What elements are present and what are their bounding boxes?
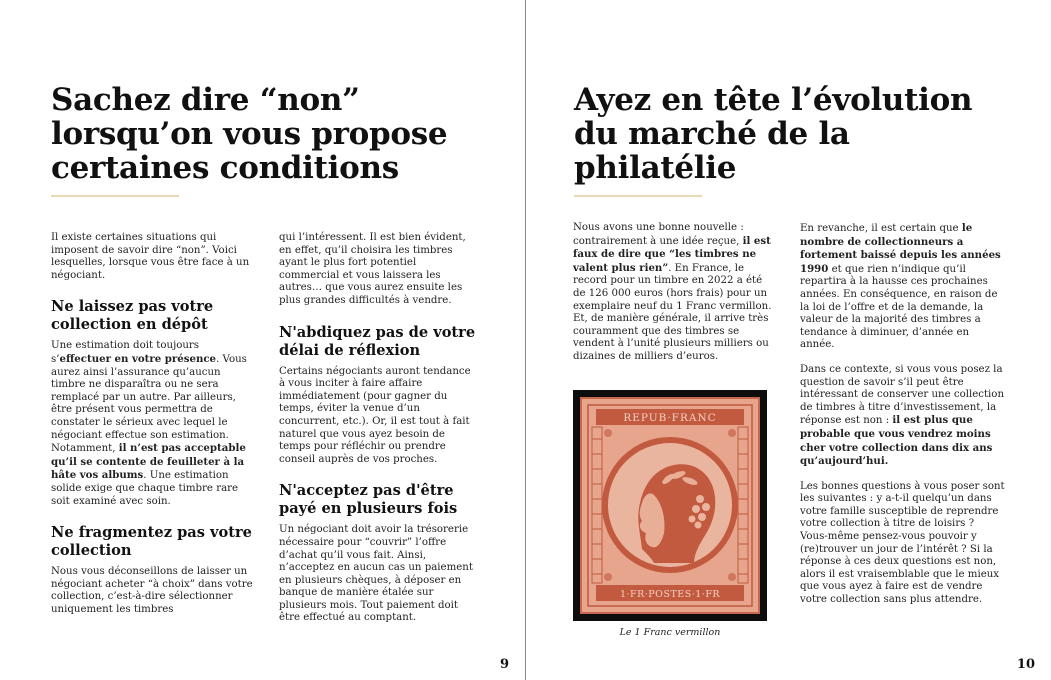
section-heading: Ne fragmentez pas votre collection [51, 524, 252, 560]
body-paragraph: qui l’intéressent. Il est bien évident, en effet, qu’il choisira les timbres ayant le plus fort potentiel commercial et vous laissera les autres… que vous aurez ensuite les plus grandes difficultés à vendre. [279, 232, 466, 306]
title-line: du marché de la [574, 116, 850, 152]
section-heading: N'abdiquez pas de votre délai de réflexion [279, 323, 476, 359]
section-heading: Ne laissez pas votre collection en dépôt [51, 298, 214, 334]
body-paragraph: Nous avons une bonne nouvelle : contrairement à une idée reçue, il est faux de dire que “les timbres ne valent plus rien”. En France, le record pour un timbre en 2022 a été de 126 000 euros (hors frais) pour un exemplaire neuf du 1 Franc vermillon. Et, de manière générale, il arrive très couramment que des timbres se vendent à l’unité plusieurs milliers ou dizaines de milliers d’euros. [573, 222, 772, 362]
right-column-2 [800, 222, 1005, 619]
body-paragraph: Les bonnes questions à vous poser sont les suivantes : y a-t-il quelqu’un dans votre famille susceptible de reprendre votre collection à titre de loisirs ? Vous-même pensez-vous pouvoir y (re)trouver un jour de l’intérêt ? Si la réponse à ces deux questions est non, alors il est vraisemblable que le mieux que vous ayez à faire est de vendre votre collection sans plus attendre. [800, 480, 1005, 606]
title-line: lorsqu’on vous propose [51, 116, 448, 152]
stamp-bottom-text: 1·FR·POSTES·1·FR [619, 589, 721, 600]
title-line: certaines conditions [51, 150, 399, 186]
body-paragraph: Un négociant doit avoir la trésorerie nécessaire pour “couvrir” l’offre d’achat qu’il vous fait. Ainsi, n’acceptez en aucun cas un paiement en plusieurs chèques, à déposer en banque de manière étalée sur plusieurs mois. Tout paiement doit être effectué au comptant. [279, 524, 473, 624]
body-paragraph: Dans ce contexte, si vous vous posez la question de savoir s’il peut être intéressant de conserver une collection de timbres à titre d’investissement, la réponse est non : il est plus que probable que vous vendrez moins cher votre collection dans dix ans qu’aujourd’hui. [800, 363, 1004, 468]
page-title [574, 83, 1034, 185]
page-number: 9 [499, 657, 509, 672]
stamp-caption: Le 1 Franc vermillon [619, 627, 721, 638]
right-column-1 [573, 222, 773, 376]
page-title [51, 83, 511, 185]
stamp [580, 397, 760, 614]
body-paragraph: Nous vous déconseillons de laisser un négociant acheter “à choix” dans votre collection, c’est-à-dire sélectionner uniquement les timbres [51, 566, 253, 615]
stamp-image [573, 390, 767, 621]
left-column-1 [51, 232, 256, 628]
left-column-2 [279, 232, 479, 637]
section-heading: N'acceptez pas d'être payé en plusieurs fois [279, 482, 458, 518]
page-number: 10 [1016, 657, 1035, 672]
stamp-top-text: REPUB·FRANC [623, 412, 717, 424]
title-underline [574, 195, 702, 197]
intro-paragraph: Il existe certaines situations qui imposent de savoir dire “non”. Voici lesquelles, lorsque vous être face à un négociant. [51, 232, 250, 281]
left-page [0, 0, 525, 680]
body-paragraph: Certains négociants auront tendance à vous inciter à faire affaire immédiatement (pour gagner du temps, éviter la venue d’un concurrent, etc.). Or, il est tout à fait naturel que vous ayez besoin de temps pour réfléchir ou prendre conseil auprès de vos proches. [279, 365, 471, 465]
title-underline [51, 195, 179, 197]
body-paragraph: Une estimation doit toujours s’effectuer en votre présence. Vous aurez ainsi l’assurance qu’aucun timbre ne disparaîtra ou ne sera remplacé par un autre. Par ailleurs, être présent vous permettra de constater le sérieux avec lequel le négociant effectue son estimation. Notamment, il n’est pas acceptable qu’il se contente de feuilleter à la hâte vos albums. Une estimation solide exige que chaque timbre rare soit examiné avec soin. [51, 340, 247, 507]
title-line: philatélie [574, 150, 737, 186]
body-paragraph: En revanche, il est certain que le nombre de collectionneurs a fortement baissé depuis les années 1990 et que rien n’indique qu’il repartira à la hausse ces prochaines années. En conséquence, en raison de la loi de l’offre et de la demande, la valeur de la majorité des timbres a tendance à diminuer, d’année en année. [800, 222, 1001, 351]
title-line: Sachez dire “non” [51, 82, 360, 118]
stamp-artwork [582, 399, 758, 612]
title-line: Ayez en tête l’évolution [574, 82, 973, 118]
